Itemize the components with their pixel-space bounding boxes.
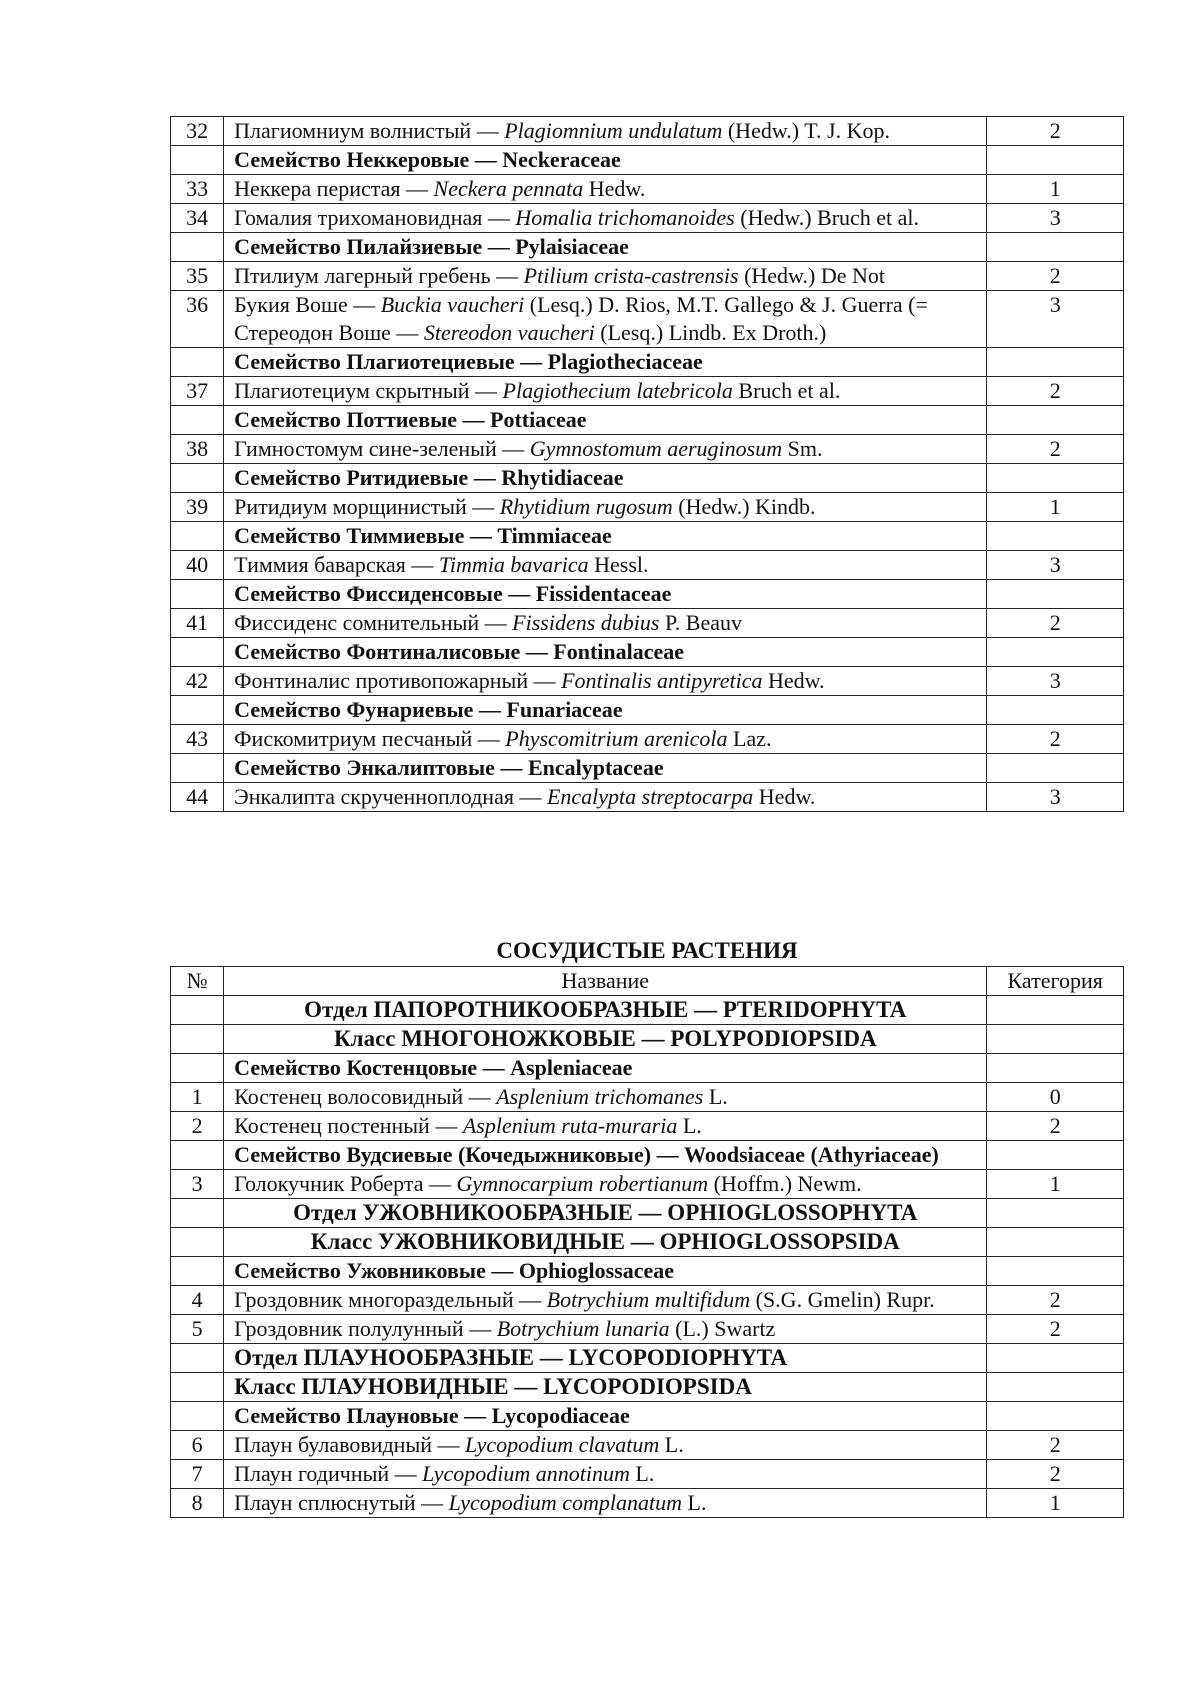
row-category: 3: [987, 667, 1124, 696]
row-number: [171, 146, 224, 175]
row-name: Семейство Поттиевые — Pottiaceae: [224, 406, 987, 435]
author: L.: [682, 1490, 707, 1515]
row-name: Семейство Фунариевые — Funariaceae: [224, 696, 987, 725]
author: L.: [703, 1084, 728, 1109]
row-category: [987, 1402, 1124, 1431]
latin-name: Asplenium trichomanes: [496, 1084, 704, 1109]
row-name: Семейство Неккеровые — Neckeraceae: [224, 146, 987, 175]
row-number: [171, 406, 224, 435]
common-name: Гроздовник полулунный —: [234, 1316, 497, 1341]
table-row: [171, 291, 1124, 348]
common-name: Плагиомниум волнистый —: [234, 118, 505, 143]
row-number: 34: [171, 204, 224, 233]
latin-name: Gymnostomum aeruginosum: [529, 436, 783, 461]
row-category: [987, 754, 1124, 783]
latin-name-synonym: Stereodon vaucheri: [423, 320, 595, 345]
author: (Lesq.) D. Rios, M.T. Gallego & J. Guerra (= Стереодон Воше —: [234, 292, 928, 345]
author: L.: [677, 1113, 702, 1138]
row-category: [987, 1373, 1124, 1402]
author: L.: [659, 1432, 684, 1457]
row-number: 8: [171, 1489, 224, 1518]
latin-name: Gymnocarpium robertianum: [456, 1171, 709, 1196]
row-number: 33: [171, 175, 224, 204]
row-number: [171, 696, 224, 725]
row-name: [224, 204, 987, 233]
row-category: [987, 1141, 1124, 1170]
row-number: [171, 754, 224, 783]
author: Hedw.: [753, 784, 816, 809]
row-name: [224, 551, 987, 580]
row-category: 2: [987, 377, 1124, 406]
row-category: 3: [987, 204, 1124, 233]
row-category: [987, 464, 1124, 493]
row-name: Семейство Фонтиналисовые — Fontinalaceae: [224, 638, 987, 667]
family-row: [171, 696, 1124, 725]
row-name: [224, 262, 987, 291]
latin-name: Botrychium multifidum: [546, 1287, 751, 1312]
division-row: [171, 1344, 1124, 1373]
common-name: Плаун годичный —: [234, 1461, 423, 1486]
row-number: 38: [171, 435, 224, 464]
latin-name: Plagiothecium latebricola: [502, 378, 733, 403]
latin-name: Encalypta streptocarpa: [546, 784, 754, 809]
row-category: [987, 1344, 1124, 1373]
author: (Hoffm.) Newm.: [708, 1171, 862, 1196]
row-name: Семейство Тиммиевые — Timmiaceae: [224, 522, 987, 551]
author: (Hedw.) Kindb.: [672, 494, 816, 519]
common-name: Букия Воше —: [234, 292, 381, 317]
latin-name: Botrychium lunaria: [496, 1316, 670, 1341]
family-row: [171, 522, 1124, 551]
row-name: [224, 667, 987, 696]
row-category: 1: [987, 493, 1124, 522]
row-number: 5: [171, 1315, 224, 1344]
row-number: 7: [171, 1460, 224, 1489]
family-row: [171, 406, 1124, 435]
latin-name: Buckia vaucheri: [380, 292, 525, 317]
row-category: [987, 1228, 1124, 1257]
author: L.: [629, 1461, 655, 1486]
row-number: 32: [171, 117, 224, 146]
row-name: Отдел ПАПОРОТНИКООБРАЗНЫЕ — PTERIDOPHYTA: [224, 996, 987, 1025]
row-category: 2: [987, 1112, 1124, 1141]
division-row: [171, 1228, 1124, 1257]
row-number: 6: [171, 1431, 224, 1460]
row-category: [987, 1025, 1124, 1054]
row-number: [171, 1054, 224, 1083]
row-number: 36: [171, 291, 224, 348]
common-name: Голокучник Роберта —: [234, 1171, 457, 1196]
common-name: Фискомитриум песчаный —: [234, 726, 506, 751]
row-category: 2: [987, 609, 1124, 638]
row-number: [171, 1228, 224, 1257]
row-name: [224, 291, 987, 348]
common-name: Гроздовник многораздельный —: [234, 1287, 547, 1312]
common-name: Плагиотециум скрытный —: [234, 378, 503, 403]
author: P. Beauv: [659, 610, 742, 635]
row-category: 3: [987, 551, 1124, 580]
row-category: [987, 406, 1124, 435]
header-name: Название: [224, 967, 987, 996]
family-row: [171, 464, 1124, 493]
author: (Hedw.) T. J. Kop.: [722, 118, 890, 143]
table-row: [171, 1083, 1124, 1112]
row-number: [171, 1257, 224, 1286]
row-number: [171, 348, 224, 377]
table-row: [171, 1489, 1124, 1518]
family-row: [171, 1141, 1124, 1170]
family-row: [171, 233, 1124, 262]
common-name: Птилиум лагерный гребень —: [234, 263, 524, 288]
table-row: [171, 609, 1124, 638]
row-number: [171, 464, 224, 493]
bryophytes-table: [170, 116, 1124, 812]
latin-name: Lycopodium annotinum: [422, 1461, 630, 1486]
table-row: [171, 262, 1124, 291]
row-number: 35: [171, 262, 224, 291]
row-name: Класс УЖОВНИКОВИДНЫЕ — OPHIOGLOSSOPSIDA: [224, 1228, 987, 1257]
division-row: [171, 1025, 1124, 1054]
latin-name: Ptilium crista-castrensis: [523, 263, 739, 288]
latin-name: Lycopodium complanatum: [448, 1490, 682, 1515]
row-category: 2: [987, 1286, 1124, 1315]
common-name: Энкалипта скрученноплодная —: [234, 784, 547, 809]
row-number: [171, 580, 224, 609]
row-name: [224, 1170, 987, 1199]
author: Hedw.: [762, 668, 825, 693]
row-category: 2: [987, 435, 1124, 464]
row-name: Семейство Ритидиевые — Rhytidiaceae: [224, 464, 987, 493]
row-name: Отдел УЖОВНИКООБРАЗНЫЕ — OPHIOGLOSSOPHYTA: [224, 1199, 987, 1228]
latin-name: Asplenium ruta-muraria: [462, 1113, 678, 1138]
author: Hedw.: [583, 176, 646, 201]
table-row: [171, 1286, 1124, 1315]
row-name: Класс МНОГОНОЖКОВЫЕ — POLYPODIOPSIDA: [224, 1025, 987, 1054]
latin-name: Homalia trichomanoides: [515, 205, 735, 230]
row-number: 2: [171, 1112, 224, 1141]
author: (Hedw.) De Not: [738, 263, 885, 288]
table-row: [171, 783, 1124, 812]
family-row: [171, 580, 1124, 609]
row-category: [987, 522, 1124, 551]
author: (L.) Swartz: [669, 1316, 776, 1341]
row-category: 2: [987, 1315, 1124, 1344]
row-name: Семейство Вудсиевые (Кочедыжниковые) — Woodsiaceae (Athyriaceae): [224, 1141, 987, 1170]
common-name: Гимностомум сине-зеленый —: [234, 436, 530, 461]
row-name: [224, 493, 987, 522]
family-row: [171, 348, 1124, 377]
row-category: [987, 638, 1124, 667]
row-category: 1: [987, 1170, 1124, 1199]
latin-name: Fontinalis antipyretica: [561, 668, 763, 693]
latin-name: Fissidens dubius: [512, 610, 660, 635]
row-name: Отдел ПЛАУНООБРАЗНЫЕ — LYCOPODIOPHYTA: [224, 1344, 987, 1373]
row-name: [224, 725, 987, 754]
row-category: [987, 1054, 1124, 1083]
row-name: [224, 117, 987, 146]
author: Laz.: [727, 726, 772, 751]
row-name: [224, 1083, 987, 1112]
common-name: Неккера перистая —: [234, 176, 434, 201]
row-category: 2: [987, 725, 1124, 754]
row-category: 2: [987, 117, 1124, 146]
row-category: [987, 348, 1124, 377]
row-name: [224, 1286, 987, 1315]
row-name: Семейство Ужовниковые — Ophioglossaceae: [224, 1257, 987, 1286]
table-row: [171, 493, 1124, 522]
family-row: [171, 1402, 1124, 1431]
row-number: [171, 996, 224, 1025]
row-number: 40: [171, 551, 224, 580]
row-name: [224, 435, 987, 464]
table-header-row: [171, 967, 1124, 996]
table-row: [171, 204, 1124, 233]
common-name: Костенец постенный —: [234, 1113, 463, 1138]
row-number: 42: [171, 667, 224, 696]
row-number: [171, 1025, 224, 1054]
row-category: 2: [987, 262, 1124, 291]
table-row: [171, 117, 1124, 146]
table-row: [171, 1460, 1124, 1489]
family-row: [171, 1054, 1124, 1083]
row-number: [171, 1344, 224, 1373]
row-category: [987, 233, 1124, 262]
row-name: [224, 783, 987, 812]
header-category: Категория: [987, 967, 1124, 996]
row-category: [987, 696, 1124, 725]
row-number: 44: [171, 783, 224, 812]
table-row: [171, 435, 1124, 464]
author-synonym: (Lesq.) Lindb. Ex Droth.): [594, 320, 827, 345]
row-number: [171, 1141, 224, 1170]
common-name: Тиммия баварская —: [234, 552, 439, 577]
row-category: 3: [987, 291, 1124, 348]
division-row: [171, 1199, 1124, 1228]
author: Bruch et al.: [732, 378, 841, 403]
row-number: 43: [171, 725, 224, 754]
row-category: [987, 996, 1124, 1025]
row-name: [224, 1460, 987, 1489]
family-row: [171, 1257, 1124, 1286]
author: (S.G. Gmelin) Rupr.: [750, 1287, 935, 1312]
row-name: Семейство Плауновые — Lycopodiaceae: [224, 1402, 987, 1431]
common-name: Плаун сплюснутый —: [234, 1490, 449, 1515]
row-name: Семейство Костенцовые — Aspleniaceae: [224, 1054, 987, 1083]
division-row: [171, 1373, 1124, 1402]
section-title: СОСУДИСТЫЕ РАСТЕНИЯ: [496, 938, 798, 963]
common-name: Гомалия трихомановидная —: [234, 205, 516, 230]
common-name: Фиссиденс сомнительный —: [234, 610, 513, 635]
row-category: 0: [987, 1083, 1124, 1112]
table-row: [171, 1431, 1124, 1460]
row-number: 4: [171, 1286, 224, 1315]
row-name: Семейство Плагиотециевые — Plagiotheciaceae: [224, 348, 987, 377]
author: Sm.: [782, 436, 823, 461]
row-name: [224, 1112, 987, 1141]
row-name: Семейство Фиссиденсовые — Fissidentaceae: [224, 580, 987, 609]
row-category: 2: [987, 1460, 1124, 1489]
latin-name: Timmia bavarica: [438, 552, 589, 577]
latin-name: Plagiomnium undulatum: [504, 118, 723, 143]
latin-name: Physcomitrium arenicola: [505, 726, 728, 751]
family-row: [171, 146, 1124, 175]
row-name: [224, 175, 987, 204]
table-row: [171, 175, 1124, 204]
row-category: [987, 1199, 1124, 1228]
row-name: [224, 1431, 987, 1460]
row-category: 3: [987, 783, 1124, 812]
table-row: [171, 1112, 1124, 1141]
row-number: 41: [171, 609, 224, 638]
row-number: 37: [171, 377, 224, 406]
common-name: Фонтиналис противопожарный —: [234, 668, 562, 693]
division-row: [171, 996, 1124, 1025]
table-row: [171, 1170, 1124, 1199]
header-number: №: [171, 967, 224, 996]
common-name: Ритидиум морщинистый —: [234, 494, 500, 519]
row-number: 3: [171, 1170, 224, 1199]
row-number: [171, 522, 224, 551]
row-category: [987, 1257, 1124, 1286]
row-category: 1: [987, 1489, 1124, 1518]
row-category: [987, 146, 1124, 175]
latin-name: Rhytidium rugosum: [499, 494, 673, 519]
row-name: [224, 1315, 987, 1344]
row-category: 1: [987, 175, 1124, 204]
author: Hessl.: [588, 552, 649, 577]
author: (Hedw.) Bruch et al.: [734, 205, 920, 230]
common-name: Костенец волосовидный —: [234, 1084, 497, 1109]
row-number: [171, 1373, 224, 1402]
family-row: [171, 754, 1124, 783]
table-row: [171, 551, 1124, 580]
row-category: [987, 580, 1124, 609]
row-number: [171, 1402, 224, 1431]
row-number: [171, 638, 224, 667]
table-row: [171, 377, 1124, 406]
row-category: 2: [987, 1431, 1124, 1460]
row-number: 1: [171, 1083, 224, 1112]
row-name: Семейство Энкалиптовые — Encalyptaceae: [224, 754, 987, 783]
row-number: [171, 1199, 224, 1228]
row-name: [224, 377, 987, 406]
row-number: 39: [171, 493, 224, 522]
row-name: [224, 1489, 987, 1518]
table-row: [171, 725, 1124, 754]
family-row: [171, 638, 1124, 667]
latin-name: Neckera pennata: [433, 176, 584, 201]
common-name: Плаун булавовидный —: [234, 1432, 466, 1457]
latin-name: Lycopodium clavatum: [465, 1432, 660, 1457]
vascular-plants-table: [170, 966, 1124, 1518]
row-name: [224, 609, 987, 638]
row-name: Класс ПЛАУНОВИДНЫЕ — LYCOPODIOPSIDA: [224, 1373, 987, 1402]
row-name: Семейство Пилайзиевые — Pylaisiaceae: [224, 233, 987, 262]
table-row: [171, 667, 1124, 696]
row-number: [171, 233, 224, 262]
table-row: [171, 1315, 1124, 1344]
